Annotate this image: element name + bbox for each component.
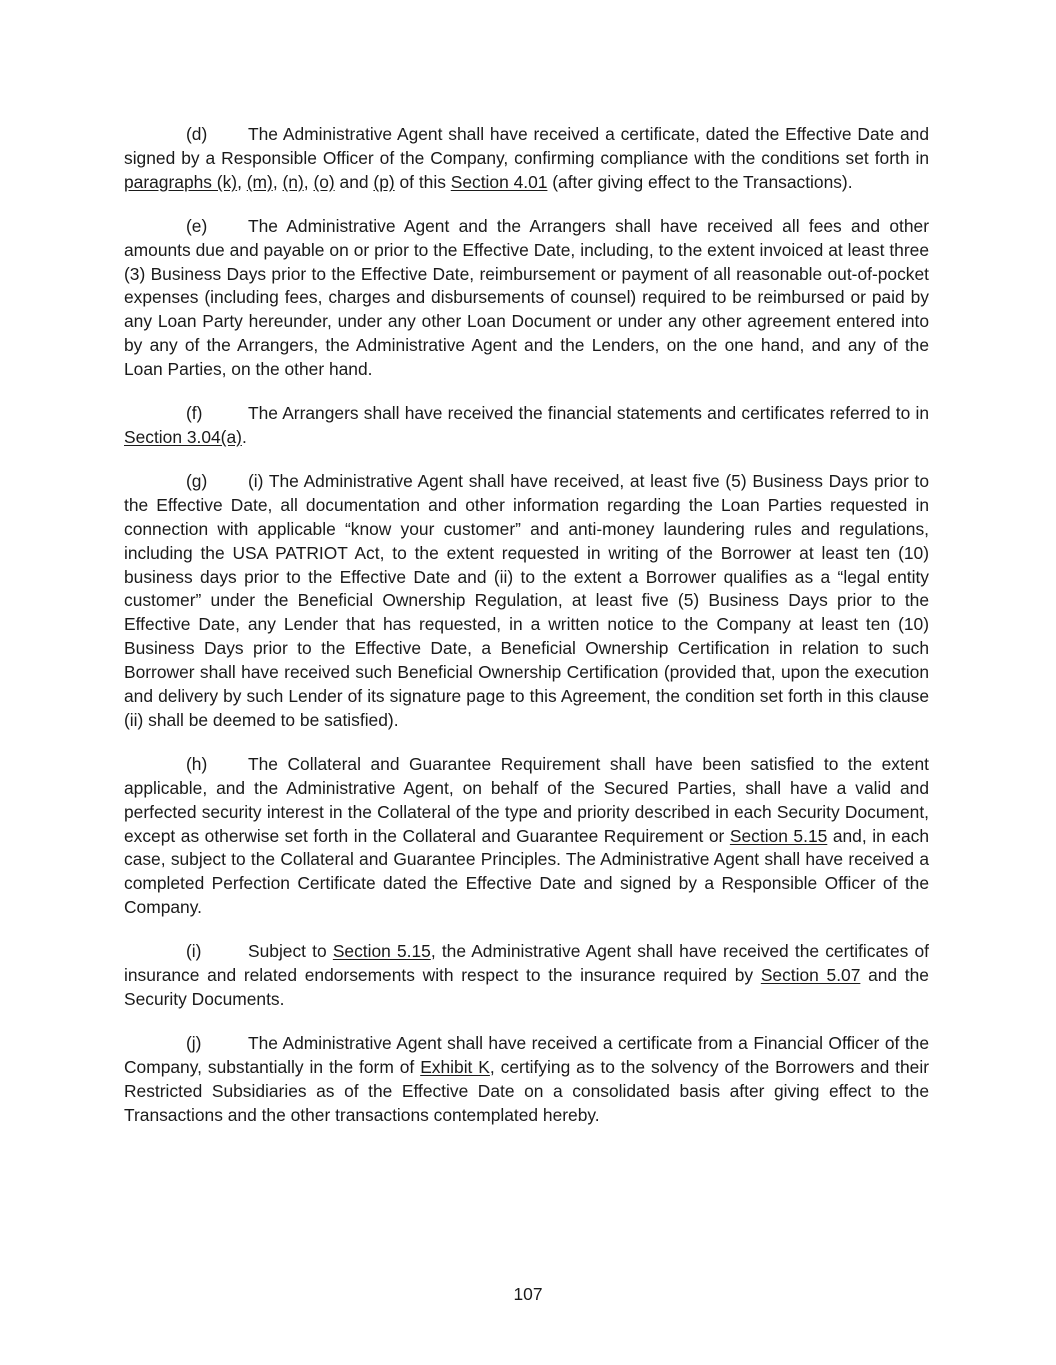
paragraph-text: , certifying as to the solvency of the Borrowers and their Restricted Subsidiaries as of the Effective Date on a consolidated basis after giving effect to the Transactions and the other transactions contemplated hereby. xyxy=(124,1056,929,1125)
cross-reference-section-5-07: Section 5.07 xyxy=(760,965,861,986)
paragraph-text: , xyxy=(303,171,314,192)
paragraph-text: The Administrative Agent shall have received a certificate from a Financial Officer of the Company, substantially in the form of xyxy=(124,1032,929,1077)
paragraph-text: Subject to xyxy=(248,941,333,962)
paragraph-text: , the Administrative Agent shall have received the certificates of insurance and related endorsements with respect to the insurance required by xyxy=(124,941,929,986)
paragraph-text: , xyxy=(272,171,283,192)
paragraph-text: . xyxy=(241,426,247,447)
paragraph-marker: (f) xyxy=(186,403,203,424)
cross-reference-m: (m) xyxy=(246,171,273,192)
paragraph-d xyxy=(124,123,929,195)
paragraph-text: (i) The Administrative Agent shall have received, at least five (5) Business Days prior to the Effective Date, all documentation and other information regarding the Loan Parties requested in connection with applicable “know your customer” and anti-money laundering rules and regulations, including the USA PATRIOT Act, to the extent requested in writing of the Borrower at least ten (10) business days prior to the Effective Date and (ii) to the extent a Borrower qualifies as a “legal entity customer” under the Beneficial Ownership Regulation, at least five (5) Business Days prior to the Effective Date, any Lender that has requested, in a written notice to the Company at least ten (10) Business Days prior to the Effective Date, a Beneficial Ownership Certification in relation to such Borrower shall have received such Beneficial Ownership Certification (provided that, upon the execution and delivery by such Lender of its signature page to this Agreement, the condition set forth in this clause (ii) shall be deemed to be satisfied). xyxy=(124,470,929,730)
paragraph-j xyxy=(124,1032,929,1128)
paragraph-text: and, in each case, subject to the Collateral and Guarantee Principles. The Administrative Agent shall have received a completed Perfection Certificate dated the Effective Date and signed by a Responsible Officer of the Company. xyxy=(124,825,930,918)
paragraph-h xyxy=(124,753,929,920)
cross-reference-p: (p) xyxy=(373,171,395,192)
cross-reference-paragraphs-k: paragraphs (k) xyxy=(124,171,238,192)
paragraph-g xyxy=(124,470,929,733)
cross-reference-section-3-04a: Section 3.04(a) xyxy=(124,426,242,447)
document-page xyxy=(124,123,929,1148)
paragraph-e xyxy=(124,215,929,382)
paragraph-text: and xyxy=(334,171,374,192)
paragraph-marker: (g) xyxy=(186,470,208,491)
cross-reference-section-5-15: Section 5.15 xyxy=(729,825,828,846)
paragraph-marker: (d) xyxy=(186,124,208,144)
page-number: 107 xyxy=(513,1284,543,1304)
paragraph-text: The Collateral and Guarantee Requirement shall have been satisfied to the extent applicable, and the Administrative Agent, on behalf of the Secured Parties, shall have a valid and perfected security interest in the Collateral of the type and priority described in each Security Document, except as otherwise set forth in the Collateral and Guarantee Requirement or xyxy=(124,753,929,846)
cross-reference-o: (o) xyxy=(313,171,335,192)
paragraph-marker: (h) xyxy=(186,753,208,774)
cross-reference-n: (n) xyxy=(282,171,304,192)
cross-reference-exhibit-k: Exhibit K xyxy=(420,1056,490,1077)
paragraph-marker: (e) xyxy=(186,215,208,236)
paragraph-text: The Arrangers shall have received the financial statements and certificates referred to in xyxy=(248,403,929,424)
paragraph-text: of this xyxy=(394,171,451,192)
paragraph-f xyxy=(124,402,929,450)
paragraph-text: The Administrative Agent and the Arrangers shall have received all fees and other amounts due and payable on or prior to the Effective Date, including, to the extent invoiced at least three (3) Business Days prior to the Effective Date, reimbursement or payment of all reasonable out-of-pocket expenses (including fees, charges and disbursements of counsel) required to be reimbursed or paid by any Loan Party hereunder, under any other Loan Document or under any other agreement entered into by any of the Arrangers, the Administrative Agent and the Lenders, on the one hand, and any of the Loan Parties, on the other hand. xyxy=(124,215,929,380)
paragraph-text: , xyxy=(237,171,247,192)
paragraph-text: and the Security Documents. xyxy=(124,965,929,1009)
paragraph-text: (after giving effect to the Transactions). xyxy=(547,171,853,192)
paragraph-i xyxy=(124,940,929,1012)
cross-reference-section-5-15: Section 5.15 xyxy=(332,941,431,962)
cross-reference-section-4-01: Section 4.01 xyxy=(450,171,548,192)
paragraph-marker: (i) xyxy=(186,941,202,962)
paragraph-text: The Administrative Agent shall have received a certificate, dated the Effective Date and signed by a Responsible Officer of the Company, confirming compliance with the conditions set forth in xyxy=(124,124,929,168)
paragraph-marker: (j) xyxy=(186,1032,202,1053)
